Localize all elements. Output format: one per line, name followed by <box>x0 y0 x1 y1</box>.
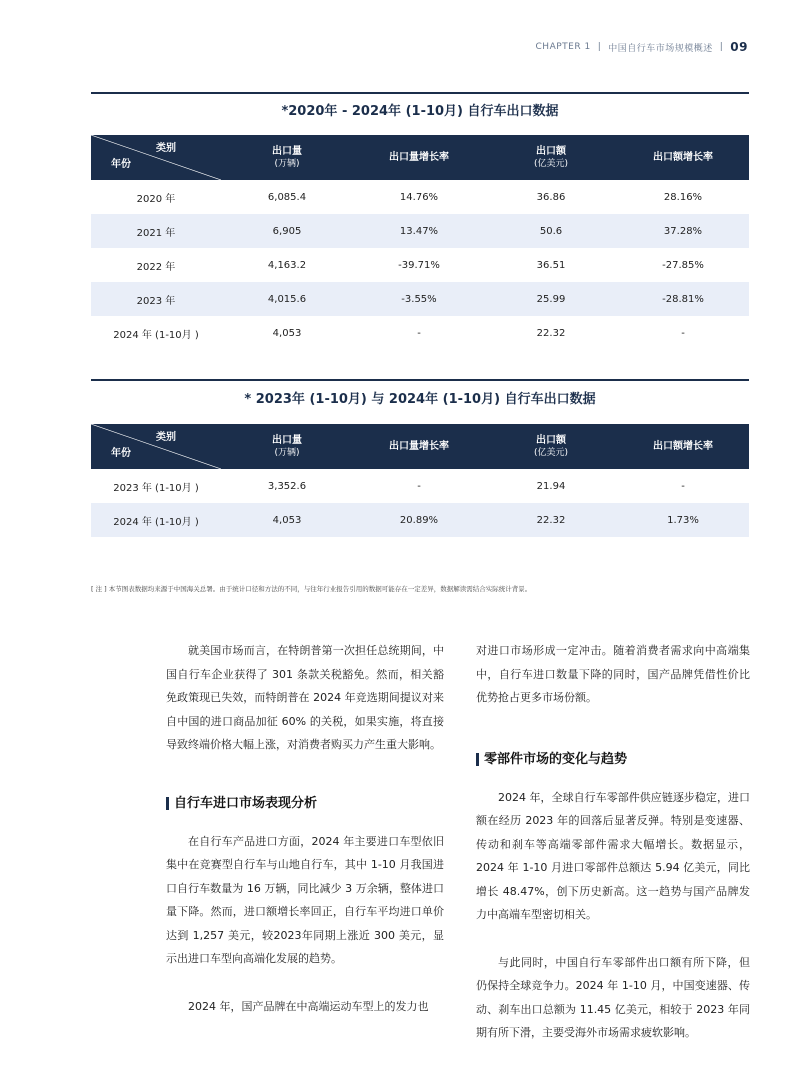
table2-col-value: 出口额 (亿美元) <box>485 424 617 469</box>
table1-top-rule <box>91 92 749 94</box>
value-cell: - <box>417 327 421 339</box>
table1-col-volume: 出口量 (万辆) <box>221 135 353 180</box>
year-cell: 2023 年 <box>91 282 221 316</box>
value-cell: 14.76% <box>399 191 439 203</box>
heading-bar <box>476 753 479 766</box>
corner-category-label: 类别 <box>156 143 176 154</box>
value-cell: 22.32 <box>485 503 617 537</box>
table1-col-volume-growth: 出口量增长率 <box>353 135 485 180</box>
table1 <box>91 135 749 350</box>
paragraph: 对进口市场形成一定冲击。随着消费者需求向中高端集中，自行车进口数量下降的同时，国产品牌凭借性价比优势抢占更多市场份额。 <box>476 644 750 704</box>
corner-category-label: 类别 <box>156 432 176 443</box>
value-cell: 36.51 <box>536 259 566 271</box>
table2 <box>91 424 749 537</box>
year-cell: 2024 年 (1-10月 ) <box>91 503 221 537</box>
value-cell: 36.86 <box>536 191 566 203</box>
diagonal-line <box>91 424 221 469</box>
value-cell: 3,352.6 <box>267 480 307 492</box>
left-column <box>166 639 444 1018</box>
table-row <box>91 282 749 316</box>
year-cell: 2021 年 <box>91 214 221 248</box>
corner-year-label: 年份 <box>111 448 131 459</box>
corner-year-label: 年份 <box>111 159 131 170</box>
chapter-label: CHAPTER 1 <box>535 42 591 52</box>
value-cell: -39.71% <box>398 259 440 271</box>
table2-title: * 2023年 (1-10月) 与 2024年 (1-10月) 自行车出口数据 <box>244 392 596 407</box>
table2-col-volume: 出口量 (万辆) <box>221 424 353 469</box>
table2-top-rule <box>91 379 749 381</box>
year-cell: 2024 年 (1-10月 ) <box>113 329 199 341</box>
value-cell: -28.81% <box>617 282 749 316</box>
value-cell: 4,053 <box>221 503 353 537</box>
table1-corner-cell <box>91 135 221 180</box>
value-cell: 28.16% <box>663 191 703 203</box>
table-row <box>91 214 749 248</box>
value-cell: 1.73% <box>617 503 749 537</box>
table1-header-row <box>91 135 749 180</box>
section-label: 中国自行车市场规模概述 <box>608 43 713 54</box>
table-row <box>91 248 749 282</box>
value-cell: 50.6 <box>485 214 617 248</box>
value-cell: 6,905 <box>221 214 353 248</box>
value-cell: 20.89% <box>353 503 485 537</box>
paragraph: 在自行车产品进口方面，2024 年主要进口车型依旧集中在竞赛型自行车与山地自行车，其中 1-10 月我国进口自行车数量为 16 万辆，同比减少 3 万余辆，整体进口量下降。然而，进口额增长率回正，自行车平均进口单价达到 1,257 美元，较2023年同期上涨近 300 美元，显示出进口车型向高端化发展的趋势。 <box>166 834 444 965</box>
value-cell: 13.47% <box>353 214 485 248</box>
value-cell: 6,085.4 <box>267 191 307 203</box>
table2-col-value-growth: 出口额增长率 <box>617 424 749 469</box>
paragraph: 2024 年，国产品牌在中高端运动车型上的发力也 <box>188 999 429 1013</box>
value-cell: 37.28% <box>617 214 749 248</box>
table-row <box>91 503 749 537</box>
value-cell: 21.94 <box>536 480 566 492</box>
year-cell: 2023 年 (1-10月 ) <box>113 482 199 494</box>
table-row <box>91 469 749 503</box>
table1-title: *2020年 - 2024年 (1-10月) 自行车出口数据 <box>281 104 559 119</box>
page-number: 09 <box>730 40 748 54</box>
value-cell: -3.55% <box>353 282 485 316</box>
value-cell: 4,015.6 <box>221 282 353 316</box>
value-cell: -27.85% <box>662 259 704 271</box>
paragraph: 就美国市场而言，在特朗普第一次担任总统期间，中国自行车企业获得了 301 条款关税豁免。然而，相关豁免政策现已失效，而特朗普在 2024 年竞选期间提议对来自中国的进口商品加征 60% 的关税，如果实施，将直接导致终端价格大幅上涨，对消费者购买力产生重大影响。 <box>166 644 444 751</box>
table-row <box>91 180 749 214</box>
year-cell: 2022 年 <box>136 261 176 273</box>
section-heading-parts: 零部件市场的变化与趋势 <box>476 750 750 770</box>
paragraph: 2024 年，全球自行车零部件供应链逐步稳定，进口额在经历 2023 年的回落后显著反弹。特别是变速器、传动和刹车等高端零部件需求大幅增长。数据显示，2024 年 1-10 月进口零部件总额达 5.94 亿美元，同比增长 48.47%，创下历史新高。这一趋势与国产品牌发力中高端车型密切相关。 <box>476 790 750 921</box>
right-column <box>476 639 750 1045</box>
value-cell: 4,163.2 <box>267 259 307 271</box>
table-row <box>91 316 749 350</box>
heading-bar <box>166 797 169 810</box>
value-cell: 4,053 <box>272 327 302 339</box>
value-cell: - <box>681 480 685 492</box>
year-cell: 2020 年 <box>136 193 176 205</box>
table2-corner-cell <box>91 424 221 469</box>
table1-col-value: 出口额 (亿美元) <box>485 135 617 180</box>
table1-col-value-growth: 出口额增长率 <box>617 135 749 180</box>
table2-col-volume-growth: 出口量增长率 <box>353 424 485 469</box>
header-divider: | <box>597 42 602 52</box>
header-divider: | <box>719 42 724 52</box>
paragraph: 与此同时，中国自行车零部件出口额有所下降，但仍保持全球竞争力。2024 年 1-10 月，中国变速器、传动、刹车出口总额为 11.45 亿美元，相较于 2023 年同期有所下滑，主要受海外市场需求疲软影响。 <box>476 955 750 1039</box>
table2-header-row <box>91 424 749 469</box>
source-note: [ 注 ] 本节图表数据均来源于中国海关总署。由于统计口径和方法的不同，与往年行业报告引用的数据可能存在一定差异，数据解读需结合实际统计背景。 <box>91 585 532 593</box>
value-cell: - <box>417 480 421 492</box>
page-header <box>536 40 748 54</box>
value-cell: 22.32 <box>536 327 566 339</box>
diagonal-line <box>91 135 221 180</box>
section-heading-import: 自行车进口市场表现分析 <box>166 794 444 814</box>
value-cell: - <box>681 327 685 339</box>
value-cell: 25.99 <box>485 282 617 316</box>
